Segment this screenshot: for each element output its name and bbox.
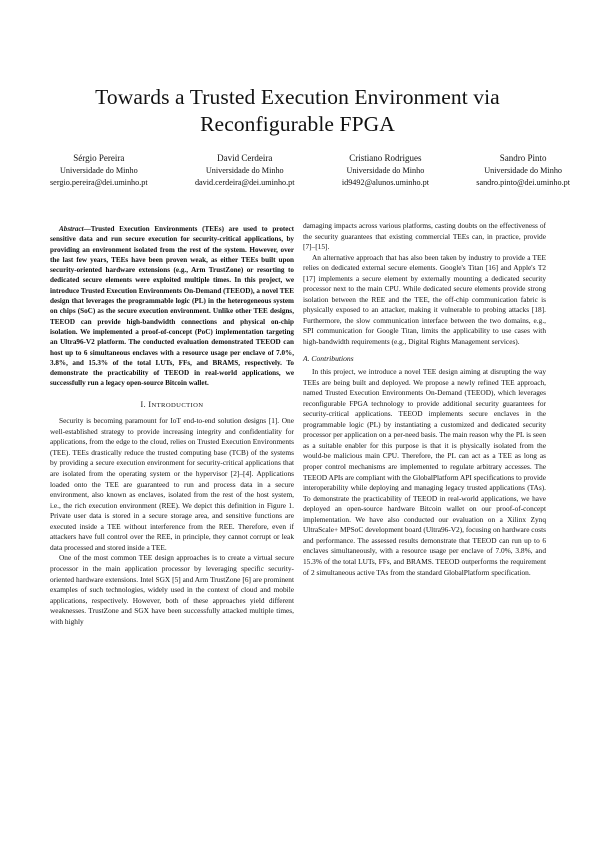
author-list [50, 153, 570, 188]
subsection-heading-contributions: A. Contributions [303, 353, 354, 363]
section-title-rest: NTRODUCTION [151, 401, 204, 409]
author-affiliation: Universidade do Minho [205, 165, 284, 175]
author-affiliation: Universidade do Minho [59, 165, 138, 175]
abstract [50, 224, 294, 389]
left-column [50, 224, 294, 627]
body-paragraph: One of the most common TEE design approaches is to create a virtual secure processor in the main application processor by leveraging specific security-oriented hardware extensions. Intel SGX [5] and Arm TrustZone [6] are prominent examples of such technologies, widely used in the context of cloud and mobile applications, respectively. However, both of these approaches yield different weaknesses. TrustZone and SGX have been successfully attacked multiple times, with highly [50, 553, 294, 626]
abstract-label: Abstract— [59, 225, 91, 233]
section-heading-introduction [50, 400, 294, 412]
author-email: id9492@alunos.uminho.pt [341, 177, 429, 187]
right-column [303, 221, 546, 578]
author-affiliation: Universidade do Minho [346, 165, 425, 175]
paper-title: Towards a Trusted Execution Environment via Reconfigurable FPGA [95, 85, 500, 136]
author-email: david.cerdeira@dei.uminho.pt [194, 177, 295, 187]
body-paragraph: Security is becoming paramount for IoT end-to-end solution designs [1]. One well-established strategy to provide increasing integrity and confidentiality for applications, from the edge to the cloud, relies on Trusted Execution Environments (TEE). TEEs drastically reduce the trusted computing base (TCB) of the systems by providing a secure execution environment for security-critical applications that are isolated from the operating system or the hypervisor [2]–[4]. Applications loaded onto the TEE are guaranteed to run and process data in a secure environment, also known as enclaves, isolated from the rest of the host system, i.e., the rich execution environment (REE). We depict this definition in Figure 1. Private user data is stored in a secure storage area, and sensitive functions are executed inside a TEE without interference from the REE. Therefore, even if attackers have full control over the REE, in principle, they cannot corrupt or leak data processed and stored inside a TEE. [50, 416, 294, 552]
body-paragraph: An alternative approach that has also been taken by industry to provide a TEE relies on dedicated external secure elements. Google's Titan [16] and Apple's T2 [17] implements a secure element by externally mounting a dedicated security processor next to the main CPU. While dedicated secure elements provide strong isolation between the REE and the TEE, the off-chip communication fabric is physically exposed to an attacker, making it vulnerable to probing attacks [18]. Furthermore, the slow communication interface between the two domains, e.g., SPI communication for Google Titan, limits the applicability to use cases with high-bandwidth requirements (e.g., Digital Rights Management services). [303, 252, 546, 347]
author-name: David Cerdeira [217, 153, 273, 163]
author-email: sergio.pereira@dei.uminho.pt [50, 177, 148, 187]
body-paragraph: damaging impacts across various platforms, casting doubts on the effectiveness of the security guarantees that existing commercial TEEs can, in practice, provide [7]–[15]. [303, 221, 546, 252]
author-name: Cristiano Rodrigues [349, 153, 422, 163]
author-block [50, 153, 148, 188]
section-numeral: I. [140, 399, 146, 409]
abstract-text: Trusted Execution Environments (TEEs) are used to protect sensitive data and run secure execution for security-critical applications, by providing an environment isolated from the rest of the system. However, over the last few years, TEEs have been proven weak, as either TEEs built upon security-oriented hardware extensions (e.g., Arm TrustZone) or resorting to dedicated secure elements were exploited multiple times. In this project, we introduce Trusted Execution Environments On-Demand (TEEOD), a novel TEE design that leverages the programmable logic (PL) in the heterogeneous system on chips (SoC) as the secure execution environment. Unlike other TEE designs, TEEOD can provide high-bandwidth connections and physical on-chip isolation. We implemented a proof-of-concept (PoC) implementation targeting an Ultra96-V2 platform. The conducted evaluation demonstrated TEEOD can host up to 6 simultaneous enclaves with a resource usage per enclave of 7.0%, 3.8%, and 15.3% of the total LUTs, FFs, and BRAMS, respectively. To demonstrate the practicability of TEEOD in real-world applications, we successfully run a legacy open-source Bitcoin wallet. [50, 225, 294, 388]
section-first-letter: I [148, 399, 152, 409]
author-name: Sandro Pinto [499, 153, 547, 163]
author-name: Sérgio Pereira [73, 153, 125, 163]
author-affiliation: Universidade do Minho [484, 165, 563, 175]
body-paragraph: In this project, we introduce a novel TEE design aiming at disrupting the way TEEs are being built and deployed. We propose a newly refined TEE approach, named Trusted Execution Environments On-Demand (TEEOD), which leverages reconfigurable FPGA technology to provide additional security guarantees for security-critical applications. TEEOD implements secure enclaves in the programmable logic (PL) by instantiating a customized and dedicated security processor per application on a per-need basis. The main reason why the PL is seen as a suitable enabler for this purpose is that it is physically isolated from the would-be malicious main CPU. Therefore, the PL can act as a TEE as long as proper control mechanisms are implemented to regulate arbitrary accesses. The TEEOD APIs are compliant with the GlobalPlatform API specifications to provide interoperability while deploying and managing legacy trusted applications (TAs). To demonstrate the practicability of TEEOD in real-world applications, we have deployed an open-source hardware Bitcoin wallet on our proof-of-concept implementation. We have also conducted our evaluation on a Xilinx Zynq UltraScale+ MPSoC development board (Ultra96-V2), focusing on hardware costs and performance. The assessed results demonstrate that TEEOD can run up to 6 enclaves simultaneously, with a resource usage per enclave of 7.0%, 3.8%, and 15.3% of the total LUTs, FFs, and BRAMS. TEEOD outperforms the requirement of 2 simultaneous active TAs from the standard GlobalPlatform specification. [303, 367, 546, 577]
author-block [476, 153, 570, 188]
author-email: sandro.pinto@dei.uminho.pt [476, 177, 570, 187]
author-block [342, 153, 429, 188]
author-block [195, 153, 295, 188]
